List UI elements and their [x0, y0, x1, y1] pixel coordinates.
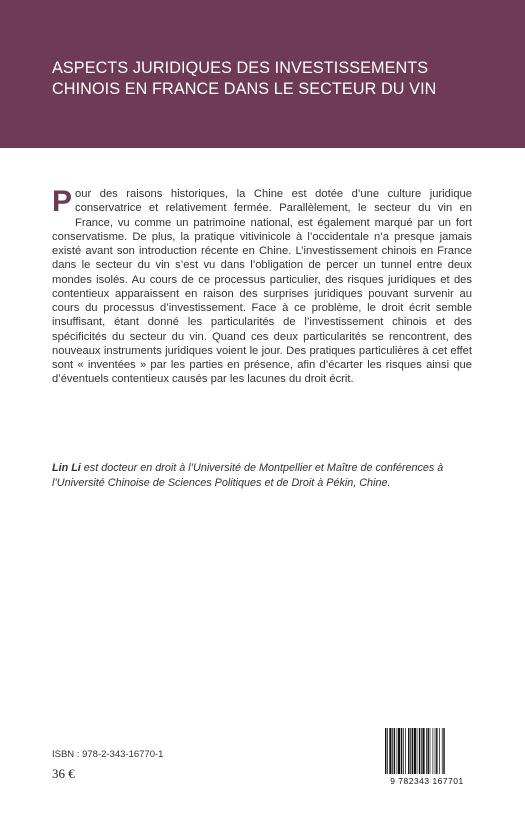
- book-summary-text: our des raisons historiques, la Chine est dotée d’une culture juridique conservatrice et relativement fermée. Parallèlement, le secteur du vin en France, vu comme un patrimoine national, est également marqué par un fort conservatisme. De plus, la pratique vitivinicole à l’occidentale n’a presque jamais existé avant son introduction récente en Chine. L’investissement chinois en France dans le secteur du vin s’est vu dans l’obligation de percer un tunnel entre deux mondes isolés. Au cours de ce processus particulier, des risques juridiques et des contentieux apparaissent en raison des surprises juridiques pouvant survenir au cours du processus d’investissement. Face à ce problème, le droit écrit semble insuffisant, étant donné les particularités de l’investissement chinois et des spécificités du secteur du vin. Quand ces deux particularités se rencontrent, des nouveaux instruments juridiques voient le jour. Des pratiques particulières à cet effet sont « inventées » par les parties en présence, afin d’écarter les risques ainsi que d’éventuels contentieux causés par les lacunes du droit écrit.: [52, 188, 472, 386]
- barcode-bar: [417, 728, 418, 774]
- barcode-bar: [398, 728, 400, 774]
- barcode-bar: [436, 728, 437, 774]
- barcode-bar: [443, 728, 444, 774]
- price-label: 36 €: [52, 766, 75, 781]
- barcode-bar: [442, 728, 443, 774]
- barcode-bar: [414, 728, 416, 774]
- author-bio: [52, 461, 482, 491]
- book-title-line-1: ASPECTS JURIDIQUES DES INVESTISSEMENTS: [52, 59, 429, 77]
- barcode-bar: [403, 728, 404, 774]
- book-title: [52, 58, 482, 100]
- author-name: Lin Li: [52, 462, 81, 474]
- barcode-bar: [401, 728, 402, 774]
- barcode-bar: [389, 728, 391, 774]
- barcode-bar: [421, 728, 422, 774]
- drop-cap-letter: P: [52, 185, 73, 218]
- barcode-bar: [410, 728, 411, 774]
- barcode-digits: 9 782343 167701: [390, 776, 464, 786]
- isbn-label: ISBN : 978-2-343-16770-1: [52, 749, 164, 760]
- barcode-bar: [387, 728, 388, 774]
- barcode-bar: [427, 728, 428, 774]
- barcode-bar: [392, 728, 393, 774]
- barcode-bar: [412, 728, 413, 774]
- barcode-bar: [385, 728, 386, 774]
- barcode-bar: [419, 728, 420, 774]
- barcode-bar: [394, 728, 395, 774]
- barcode-bar: [405, 728, 406, 774]
- barcode: [381, 727, 473, 785]
- barcode-bar: [433, 728, 434, 774]
- book-title-line-2: CHINOIS EN FRANCE DANS LE SECTEUR DU VIN: [52, 80, 437, 98]
- barcode-bar: [430, 728, 431, 774]
- barcode-bar: [426, 728, 427, 774]
- barcode-bar: [422, 728, 424, 774]
- barcode-bar: [439, 728, 440, 774]
- barcode-bar: [408, 728, 409, 774]
- cover-header-band: [0, 0, 525, 148]
- barcode-icon: [381, 727, 473, 777]
- author-bio-text: est docteur en droit à l’Université de Montpellier et Maître de conférences à l’Université Chinoise de Sciences Politiques et de Droit à Pékin, Chine.: [52, 462, 444, 489]
- barcode-bar: [397, 728, 398, 774]
- barcode-bar: [435, 728, 436, 774]
- book-summary: [52, 187, 472, 387]
